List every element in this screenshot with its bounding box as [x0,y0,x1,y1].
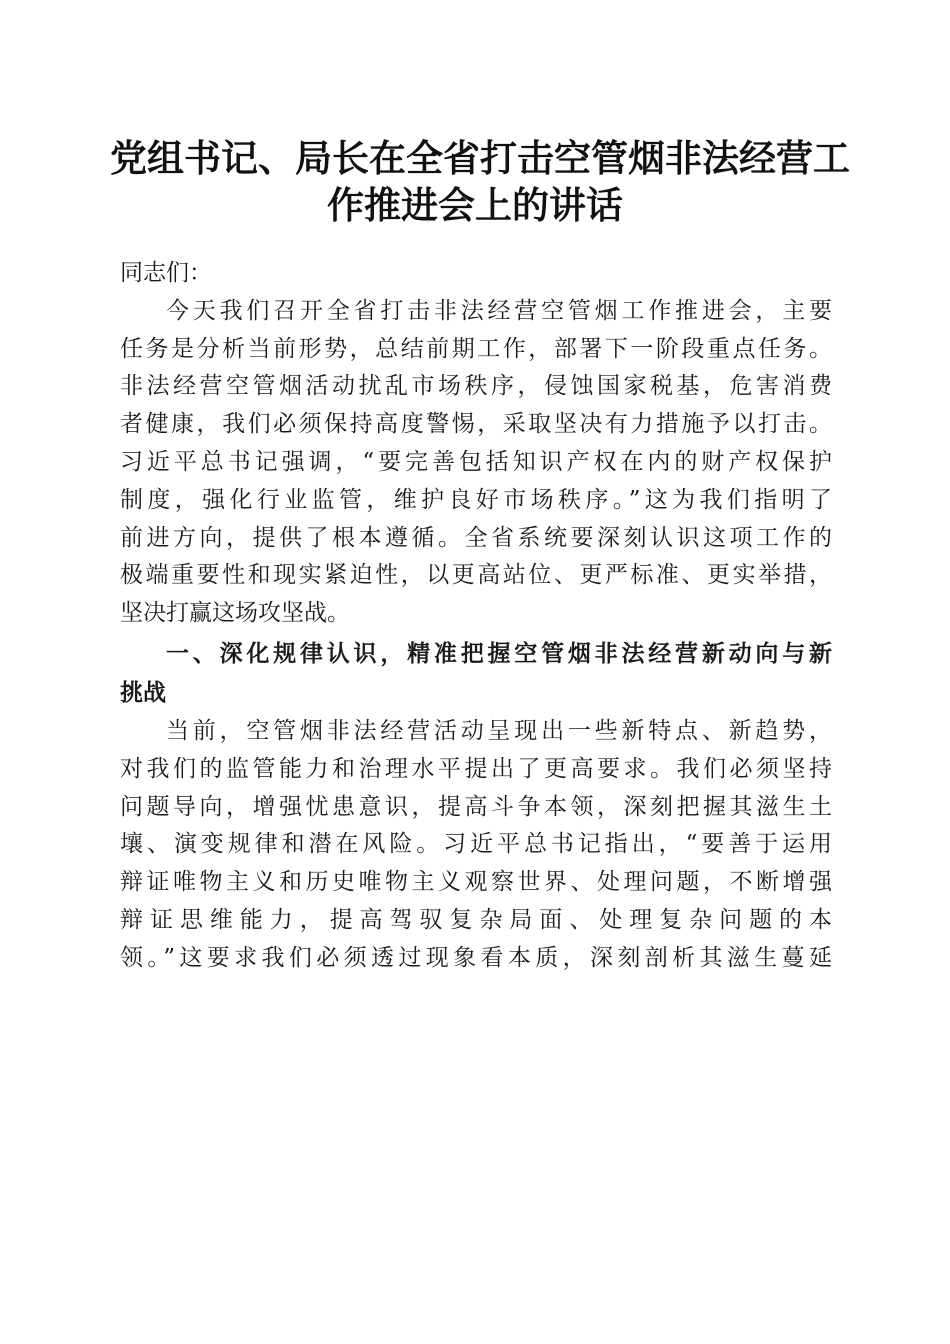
paragraph-line: 制度，强化行业监管，维护良好市场秩序。”这为我们指明了 [120,486,832,513]
salutation [120,255,832,293]
paragraph-line: 极端重要性和现实紧迫性，以更高站位、更严标准、更实举措， [120,562,832,589]
paragraph-line: 非法经营空管烟活动扰乱市场秩序，侵蚀国家税基，危害消费 [120,373,832,400]
title-line: 党组书记、局长在全省打击空管烟非法经营工 [110,137,850,180]
paragraph-line: 辩证思维能力，提高驾驭复杂局面、处理复杂问题的本 [120,906,832,933]
paragraph-line: 任务是分析当前形势，总结前期工作，部署下一阶段重点任务。 [120,335,832,362]
title-line: 作推进会上的讲话 [327,184,623,227]
paragraph-line: 前进方向，提供了根本遵循。全省系统要深刻认识这项工作的 [120,524,832,551]
paragraph-intro [120,293,832,633]
paragraph-line: 领。”这要求我们必须透过现象看本质，深刻剖析其滋生蔓延 [120,944,832,971]
heading-line: 一、深化规律认识，精准把握空管烟非法经营新动向与新 [166,640,832,667]
paragraph-line: 对我们的监管能力和治理水平提出了更高要求。我们必须坚持 [120,755,832,782]
paragraph-line: 今天我们召开全省打击非法经营空管烟工作推进会，主要 [166,297,832,324]
paragraph-line: 问题导向，增强忧患意识，提高斗争本领，深刻把握其滋生土 [120,793,832,820]
paragraph-line: 壤、演变规律和潜在风险。习近平总书记指出，“要善于运用 [120,831,832,858]
paragraph-line: 当前，空管烟非法经营活动呈现出一些新特点、新趋势， [166,717,832,744]
paragraph-line: 者健康，我们必须保持高度警惕，采取坚决有力措施予以打击。 [120,411,832,438]
document-body [120,255,832,978]
heading-line: 挑战 [120,679,166,706]
paragraph-section-1 [120,713,832,978]
salutation-text: 同志们： [120,260,212,286]
paragraph-line: 习近平总书记强调，“要完善包括知识产权在内的财产权保护 [120,448,832,475]
document-title [110,135,850,229]
section-heading-1 [120,635,832,713]
paragraph-line: 辩证唯物主义和历史唯物主义观察世界、处理问题，不断增强 [120,869,832,896]
paragraph-line: 坚决打赢这场攻坚战。 [120,600,350,627]
